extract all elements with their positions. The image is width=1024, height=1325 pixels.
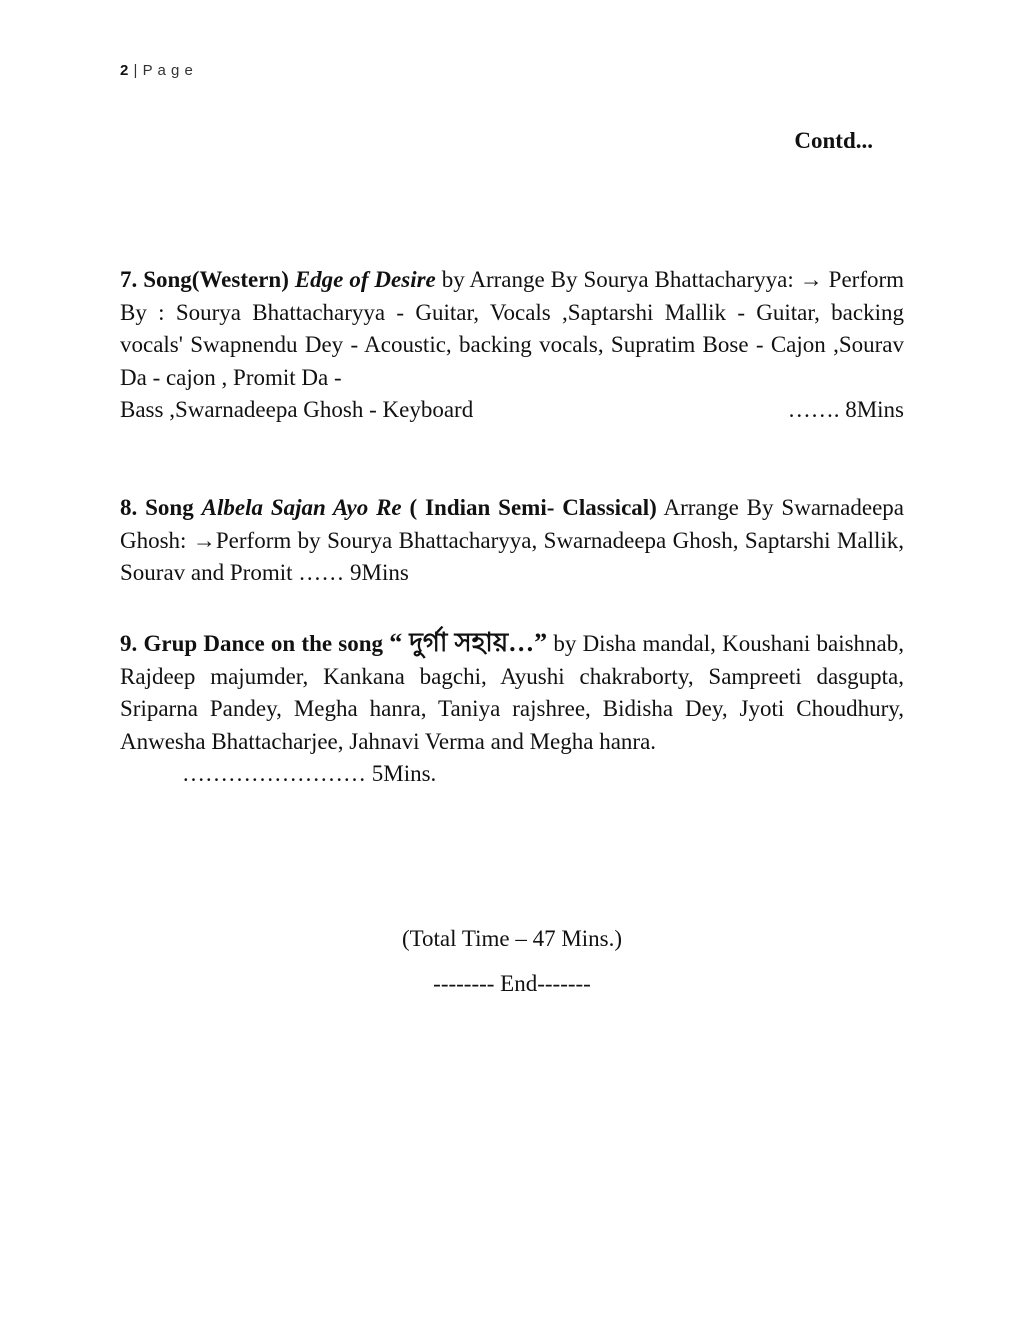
item-number: 8. [120, 495, 138, 520]
page-number: 2 [120, 62, 129, 79]
item-last-line [120, 394, 904, 427]
page-label: | P a g e [128, 62, 194, 79]
page-header [120, 62, 193, 79]
arrow-icon: → [192, 527, 216, 553]
item-number: 7. [120, 267, 138, 292]
program-item-9 [120, 627, 904, 791]
item-title: Grup Dance on the song [143, 631, 384, 656]
program-item-8 [120, 492, 904, 590]
program-item-7 [120, 264, 904, 427]
performers: Perform By : Sourya Bhattacharyya - Guitar, Vocals ,Saptarshi Mallik - Guitar, backing vocals' Swapnendu Dey - Acoustic, backing vocals, Supratim Bose - Cajon ,Sourav Da - cajon , Promit Da - [120, 267, 905, 390]
duration: …………………… 5Mins. [182, 761, 437, 786]
song-title: Edge of Desire [294, 267, 436, 292]
genre: ( Indian Semi- Classical) [409, 495, 657, 520]
arranger: Arrange By Swarnadeepa Ghosh: [120, 495, 905, 553]
item-number: 9. [120, 631, 138, 656]
item-title: Song(Western) [143, 267, 289, 292]
performers: by Disha mandal, Koushani baishnab, Rajdeep majumder, Kankana bagchi, Ayushi chakraborty, Sampreeti dasgupta, Sriparna Pandey, Megha hanra, Taniya rajshree, Bidisha Dey, Jyoti Choudhury, Anwesha Bhattacharjee, Jahnavi Verma and Megha hanra. [120, 631, 905, 754]
item-title: Song [145, 495, 194, 520]
arranger: by Arrange By Sourya Bhattacharyya: [441, 267, 794, 292]
arrow-icon: → [799, 267, 823, 292]
contd-label: Contd... [794, 128, 873, 153]
end-marker: -------- End------- [433, 971, 591, 996]
song-title: “ দুর্গা সহায়…” [389, 628, 548, 657]
performers: Perform by Sourya Bhattacharyya, Swarnadeepa Ghosh, Saptarshi Mallik, Sourav and Promit …… 9Mins [120, 527, 904, 585]
song-title: Albela Sajan Ayo Re [201, 495, 402, 520]
total-time: (Total Time – 47 Mins.) [401, 926, 623, 951]
duration: ……. 8Mins [787, 397, 904, 422]
performers-end: Bass ,Swarnadeepa Ghosh - Keyboard [120, 397, 474, 422]
